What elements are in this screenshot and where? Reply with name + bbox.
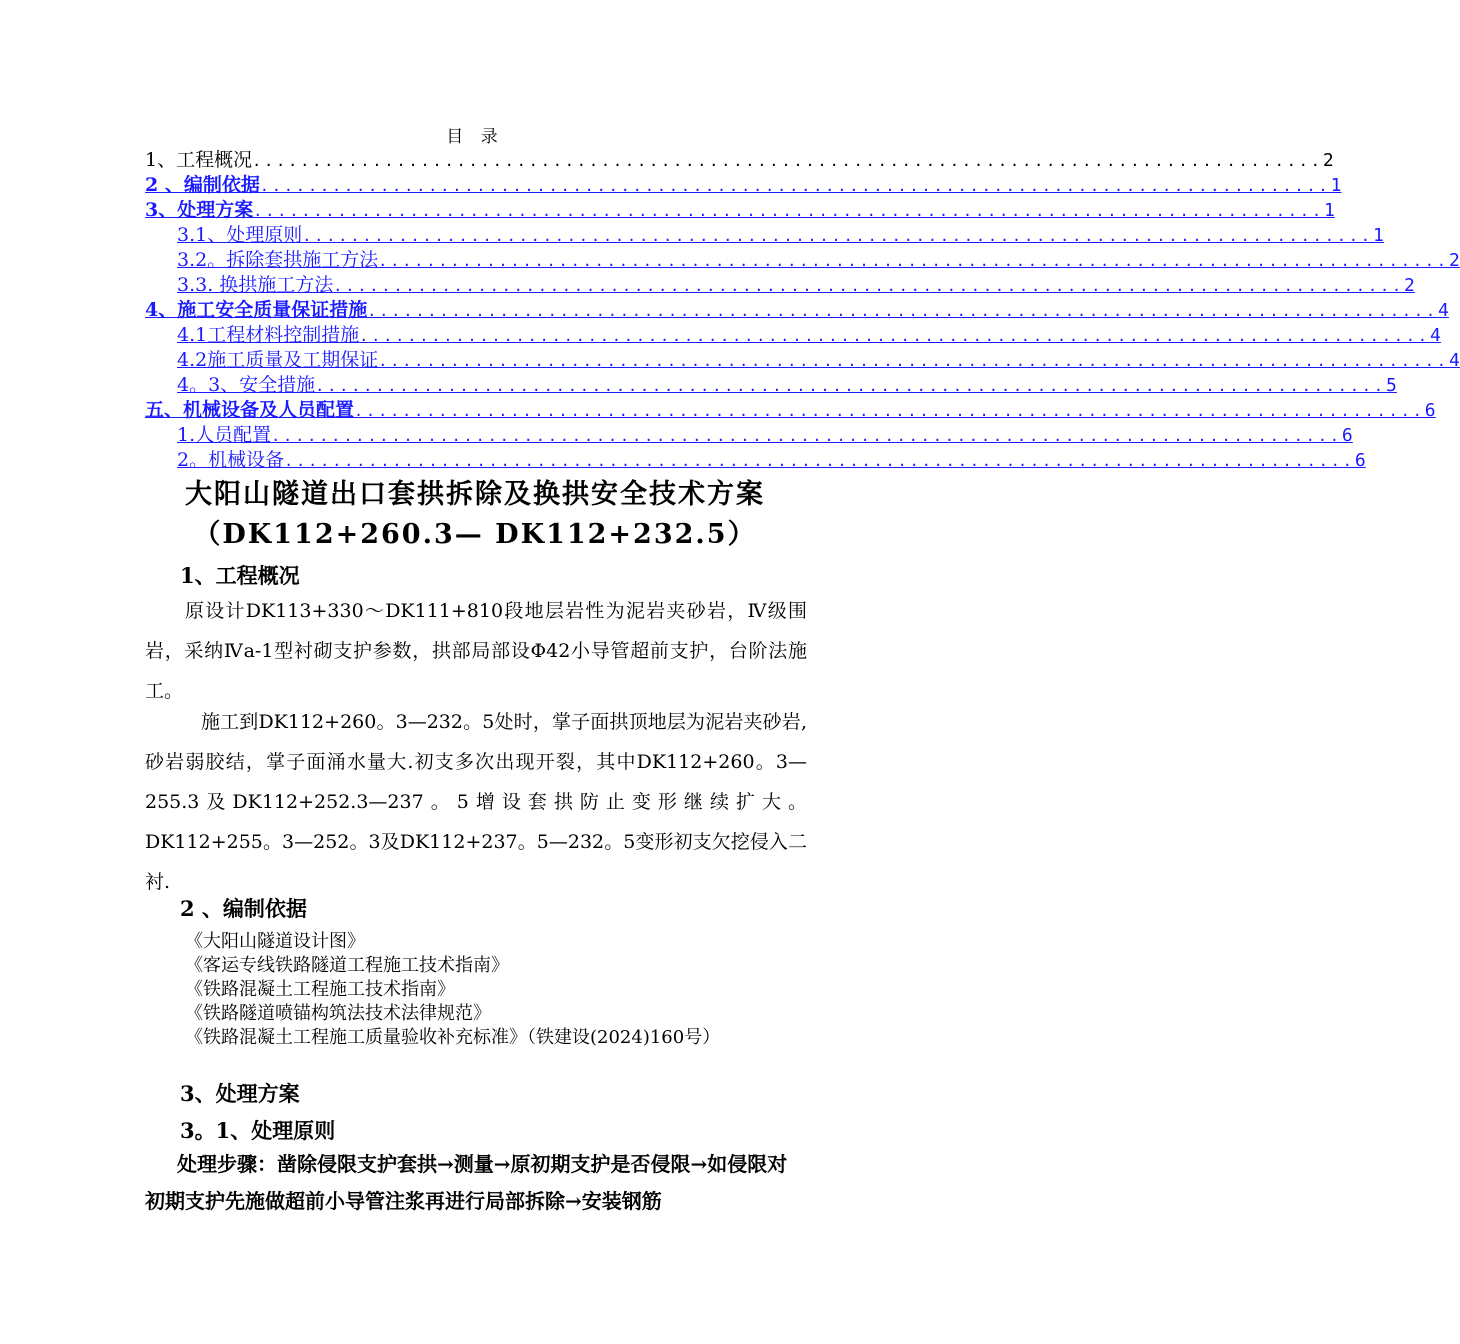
toc-entry-label: 4.2施工质量及工期保证 xyxy=(177,349,379,371)
section-heading: 3、处理方案 xyxy=(180,1081,300,1106)
toc-entry-label: 五、机械设备及人员配置 xyxy=(145,399,355,421)
reference-item: 《大阳山隧道设计图》 xyxy=(185,931,365,952)
toc-leader-dots: ......................................................................................... xyxy=(253,202,1324,220)
document-subtitle: （DK112+260.3— DK112+232.5） xyxy=(193,519,757,550)
toc-entry[interactable] xyxy=(145,398,1436,423)
toc-entry[interactable] xyxy=(145,373,1397,398)
toc-page-number: 4 xyxy=(1448,350,1460,371)
toc-entry-label: 3.3. 换拱施工方法 xyxy=(177,274,334,296)
toc-entry[interactable] xyxy=(145,148,1334,173)
toc-entry-label: 3、处理方案 xyxy=(145,199,254,221)
toc-entry-label: 3.2。拆除套拱施工方法 xyxy=(177,249,379,271)
toc-page-number: 2 xyxy=(1448,250,1460,271)
toc-entry[interactable] xyxy=(145,198,1335,223)
toc-leader-dots: ......................................................................................... xyxy=(378,252,1449,270)
body-paragraph: 原设计DK113+330～DK111+810段地层岩性为泥岩夹砂岩，Ⅳ级围岩，采纳Ⅳa-1型衬砌支护参数，拱部局部设Φ42小导管超前支护，台阶法施工。 xyxy=(145,600,807,702)
toc-leader-dots: ......................................................................................... xyxy=(378,352,1449,370)
toc-leader-dots: ......................................................................................... xyxy=(271,427,1342,445)
toc-entry-label: 2 、编制依据 xyxy=(145,174,260,196)
toc-entry[interactable] xyxy=(145,298,1449,323)
toc-page-number: 5 xyxy=(1385,375,1397,396)
reference-item: 《铁路混凝土工程施工质量验收补充标准》（铁建设(2024)160号） xyxy=(185,1027,721,1048)
body-paragraph: 施工到DK112+260。3—232。5处时，掌子面拱顶地层为泥岩夹砂岩,砂岩弱胶结，掌子面涌水量大.初支多次出现开裂，其中DK112+260。3—255.3及DK112+252.3—237。5增设套拱防止变形继续扩大。DK112+255。3—252。3及DK112+237。5—232。5变形初支欠挖侵入二衬. xyxy=(145,711,807,893)
section-heading: 1、工程概况 xyxy=(180,563,300,588)
toc-entry-label: 2。机械设备 xyxy=(177,449,285,471)
toc-entry[interactable] xyxy=(145,323,1441,348)
toc-page-number: 6 xyxy=(1354,450,1366,471)
steps-paragraph: 处理步骤：凿除侵限支护套拱→测量→原初期支护是否侵限→如侵限对初期支护先施做超前小导管注浆再进行局部拆除→安装钢筋 xyxy=(145,1152,788,1213)
toc-leader-dots: ......................................................................................... xyxy=(333,277,1405,295)
toc-page-number: 6 xyxy=(1341,425,1353,446)
toc-page-number: 1 xyxy=(1323,200,1335,221)
toc-page-number: 6 xyxy=(1424,400,1436,421)
toc-entry[interactable] xyxy=(145,248,1460,273)
toc-entry-label: 4、施工安全质量保证措施 xyxy=(145,299,368,321)
toc-entry[interactable] xyxy=(145,223,1384,248)
toc-leader-dots: ......................................................................................... xyxy=(252,152,1323,170)
toc-leader-dots: ......................................................................................... xyxy=(259,177,1331,195)
section-heading: 2 、编制依据 xyxy=(180,896,307,921)
toc-leader-dots: ......................................................................................... xyxy=(284,452,1355,470)
document-title: 大阳山隧道出口套拱拆除及换拱安全技术方案 xyxy=(185,479,765,510)
toc-entry[interactable] xyxy=(145,448,1366,473)
toc-leader-dots: ......................................................................................... xyxy=(302,227,1373,245)
toc-entry[interactable] xyxy=(145,348,1460,373)
toc-page-number: 1 xyxy=(1372,225,1384,246)
toc-entry-label: 1.人员配置 xyxy=(177,424,272,446)
toc-entry-label: 4.1工程材料控制措施 xyxy=(177,324,360,346)
toc-page-number: 2 xyxy=(1322,150,1334,171)
toc-entry[interactable] xyxy=(145,173,1342,198)
toc-leader-dots: ......................................................................................... xyxy=(315,377,1386,395)
toc-page-number: 4 xyxy=(1437,300,1449,321)
toc-leader-dots: ......................................................................................... xyxy=(359,327,1430,345)
toc-entry[interactable] xyxy=(145,423,1353,448)
toc-entry-label: 4。3、安全措施 xyxy=(177,374,316,396)
reference-item: 《铁路隧道喷锚构筑法技术法律规范》 xyxy=(185,1003,491,1024)
toc-page-number: 2 xyxy=(1404,275,1415,296)
reference-item: 《铁路混凝土工程施工技术指南》 xyxy=(185,979,455,1000)
reference-list xyxy=(145,930,807,1050)
toc-page-number: 4 xyxy=(1429,325,1441,346)
toc-entry[interactable] xyxy=(145,273,1415,298)
table-of-contents xyxy=(145,148,1460,473)
toc-entry-label: 3.1、处理原则 xyxy=(177,224,303,246)
toc-entry-label: 1、工程概况 xyxy=(145,149,253,171)
toc-leader-dots: ......................................................................................... xyxy=(367,302,1438,320)
reference-item: 《客运专线铁路隧道工程施工技术指南》 xyxy=(185,955,509,976)
toc-title: 目 录 xyxy=(446,127,504,147)
toc-page-number: 1 xyxy=(1330,175,1342,196)
toc-leader-dots: ......................................................................................... xyxy=(354,402,1425,420)
subsection-heading: 3。1、处理原则 xyxy=(180,1118,336,1143)
